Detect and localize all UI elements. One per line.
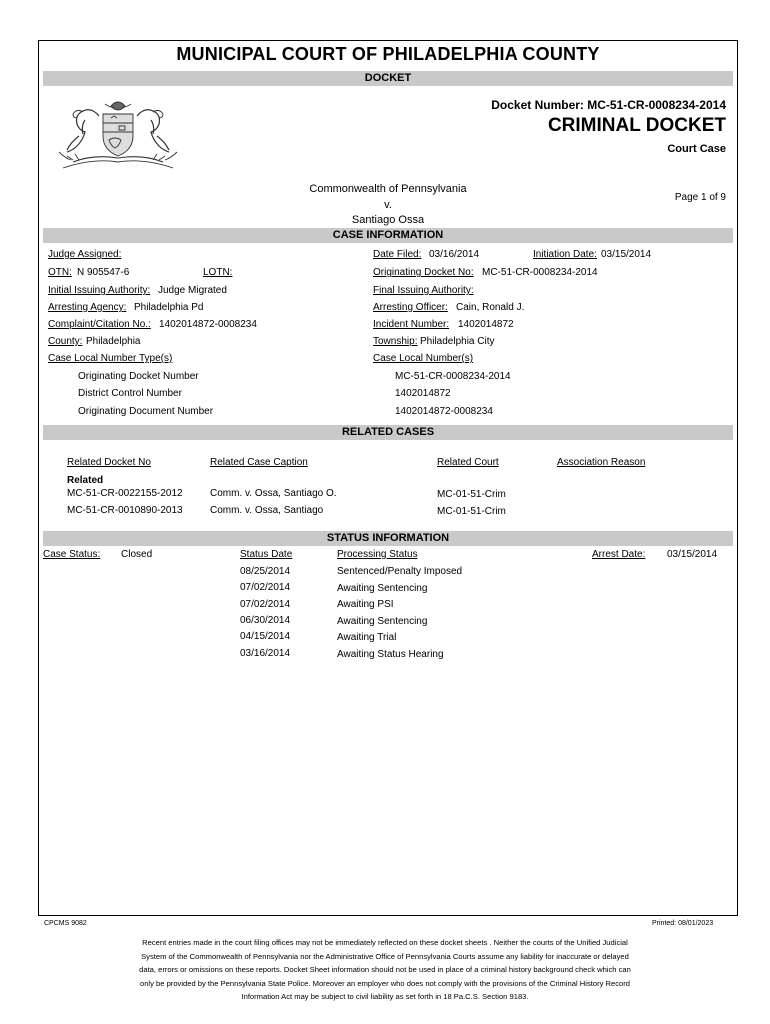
case-status-label: Case Status:: [43, 549, 101, 560]
caption-line-2: v.: [384, 199, 392, 211]
county-label: County:: [48, 336, 83, 347]
related-group-label: Related: [67, 475, 104, 486]
disclaimer: [80, 936, 690, 1004]
processing-status: Awaiting Status Hearing: [337, 649, 444, 660]
status-date: 07/02/2014: [240, 599, 291, 610]
disclaimer-line: System of the Commonwealth of Pennsylvania nor the Administrative Office of Pennsylvania Courts assume any liability for inaccurate or delayed: [141, 951, 629, 961]
originating-docket-value: MC-51-CR-0008234-2014: [482, 267, 598, 278]
processing-status: Awaiting PSI: [337, 599, 394, 610]
judge-assigned-label: Judge Assigned:: [48, 249, 122, 260]
otn-label: OTN:: [48, 267, 72, 278]
township-value: Philadelphia City: [420, 336, 495, 347]
local-number-value: 1402014872: [395, 388, 451, 399]
related-case-caption: Comm. v. Ossa, Santiago: [210, 505, 324, 516]
township-label: Township:: [373, 336, 418, 347]
arresting-officer-value: Cain, Ronald J.: [456, 302, 525, 313]
related-docket-no: MC-51-CR-0022155-2012: [67, 488, 183, 499]
county-value: Philadelphia: [86, 336, 141, 347]
processing-status-header: Processing Status: [337, 549, 418, 560]
case-local-number-type-label: Case Local Number Type(s): [48, 353, 173, 364]
otn-value: N 905547-6: [77, 267, 130, 278]
arrest-date-value: 03/15/2014: [667, 549, 718, 560]
processing-status: Awaiting Trial: [337, 632, 397, 643]
local-number-type: Originating Docket Number: [78, 371, 199, 382]
arresting-officer-label: Arresting Officer:: [373, 302, 448, 313]
disclaimer-line: Information Act may be subject to civil liability as set forth in 18 Pa.C.S. Section 9183.: [241, 992, 529, 1001]
initiation-date-value: 03/15/2014: [601, 249, 652, 260]
docket-number: Docket Number: MC-51-CR-0008234-2014: [491, 98, 726, 112]
docket-frame: [38, 40, 738, 916]
court-case-label: Court Case: [667, 143, 726, 155]
pennsylvania-coat-of-arms-icon: [53, 96, 183, 176]
arresting-agency-label: Arresting Agency:: [48, 302, 127, 313]
processing-status: Awaiting Sentencing: [337, 616, 428, 627]
disclaimer-line: data, errors or omissions on these reports. Docket Sheet information should not be used in place of a criminal history background check which can: [139, 965, 631, 974]
related-case-caption: Comm. v. Ossa, Santiago O.: [210, 488, 337, 499]
complaint-citation-label: Complaint/Citation No.:: [48, 319, 151, 330]
disclaimer-line: only be provided by the Pennsylvania State Police. Moreover an employer who does not comply with the provisions of the Criminal History Record: [139, 978, 631, 988]
related-docket-header: Related Docket No: [67, 457, 151, 468]
form-code: CPCMS 9082: [44, 920, 87, 927]
initiation-date-label: Initiation Date:: [533, 249, 597, 260]
arresting-agency-value: Philadelphia Pd: [134, 302, 204, 313]
complaint-citation-value: 1402014872-0008234: [159, 319, 257, 330]
related-court-header: Related Court: [437, 457, 499, 468]
status-date: 08/25/2014: [240, 566, 291, 577]
case-information-band: CASE INFORMATION: [43, 228, 733, 243]
originating-docket-label: Originating Docket No:: [373, 267, 474, 278]
local-number-type: Originating Document Number: [78, 406, 214, 417]
final-issuing-authority-label: Final Issuing Authority:: [373, 285, 474, 296]
related-court: MC-01-51-Crim: [437, 489, 506, 500]
status-date: 04/15/2014: [240, 631, 291, 642]
processing-status: Awaiting Sentencing: [337, 583, 428, 594]
printed-date: Printed: 08/01/2023: [652, 920, 714, 927]
related-court: MC-01-51-Crim: [437, 506, 506, 517]
status-date: 06/30/2014: [240, 615, 291, 626]
status-date: 07/02/2014: [240, 582, 291, 593]
status-information-band: STATUS INFORMATION: [43, 531, 733, 546]
processing-status: Sentenced/Penalty Imposed: [337, 566, 463, 577]
status-date: 03/16/2014: [240, 648, 291, 659]
case-status-value: Closed: [121, 549, 153, 560]
local-number-type: District Control Number: [78, 388, 182, 399]
caption-line-1: Commonwealth of Pennsylvania: [309, 183, 467, 195]
case-local-number-label: Case Local Number(s): [373, 353, 474, 364]
local-number-value: MC-51-CR-0008234-2014: [395, 371, 511, 382]
incident-number-label: Incident Number:: [373, 319, 450, 330]
page-number: Page 1 of 9: [674, 192, 726, 203]
related-docket-no: MC-51-CR-0010890-2013: [67, 505, 183, 516]
page-title: MUNICIPAL COURT OF PHILADELPHIA COUNTY: [176, 44, 600, 64]
initial-issuing-authority-label: Initial Issuing Authority:: [48, 285, 151, 296]
docket-type: CRIMINAL DOCKET: [547, 115, 726, 136]
lotn-label: LOTN:: [203, 267, 233, 278]
incident-number-value: 1402014872: [458, 319, 514, 330]
association-reason-header: Association Reason: [557, 457, 646, 468]
related-caption-header: Related Case Caption: [210, 457, 308, 468]
status-date-header: Status Date: [240, 549, 293, 560]
date-filed-label: Date Filed:: [373, 249, 422, 260]
docket-band: DOCKET: [43, 71, 733, 86]
initial-issuing-authority-value: Judge Migrated: [158, 285, 227, 296]
local-number-value: 1402014872-0008234: [395, 406, 493, 417]
related-cases-band: RELATED CASES: [43, 425, 733, 440]
arrest-date-label: Arrest Date:: [592, 549, 646, 560]
caption-line-3: Santiago Ossa: [351, 214, 425, 226]
disclaimer-line: Recent entries made in the court filing offices may not be immediately reflected on these docket sheets . Neither the courts of the Unified Judicial: [142, 938, 628, 947]
date-filed-value: 03/16/2014: [429, 249, 480, 260]
